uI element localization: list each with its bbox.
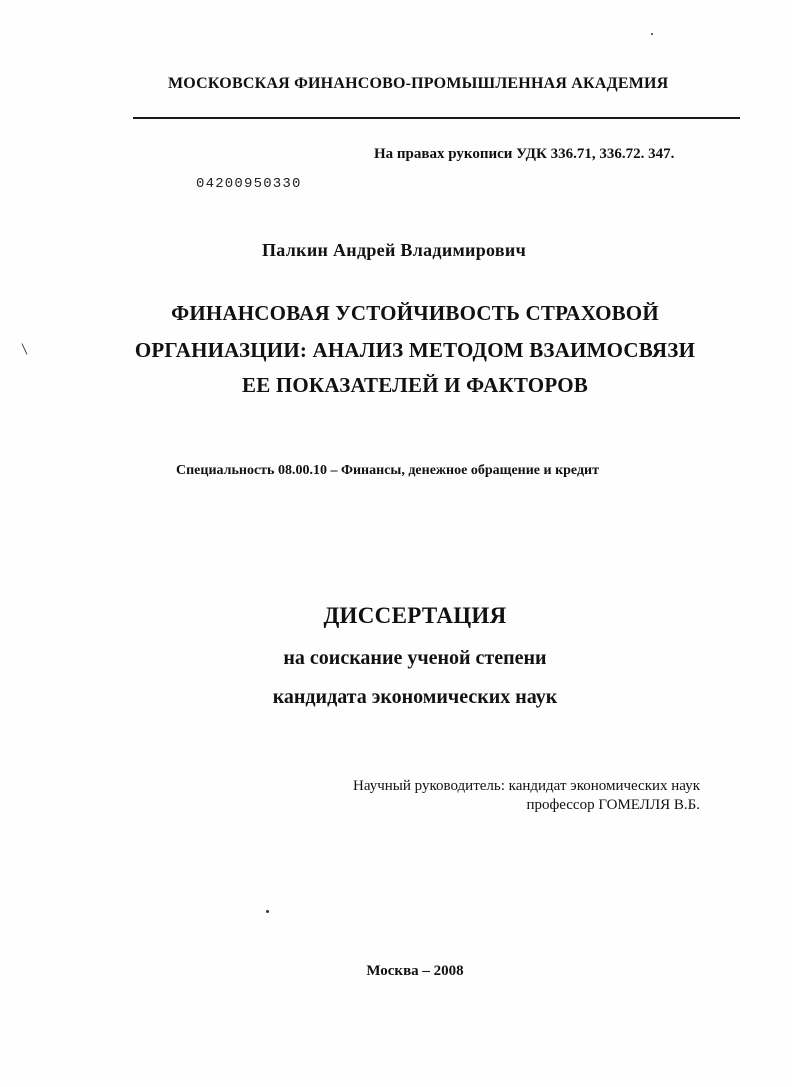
header-divider	[133, 117, 740, 119]
author-name: Палкин Андрей Владимирович	[262, 240, 527, 260]
scan-speck	[651, 33, 653, 35]
thesis-title-line: ФИНАНСОВАЯ УСТОЙЧИВОСТЬ СТРАХОВОЙ	[171, 301, 659, 325]
thesis-title-line: ЕЕ ПОКАЗАТЕЛЕЙ И ФАКТОРОВ	[242, 373, 588, 397]
scan-speck	[266, 910, 269, 913]
institution-name: МОСКОВСКАЯ ФИНАНСОВО-ПРОМЫШЛЕННАЯ АКАДЕМИЯ	[168, 75, 669, 92]
supervisor-block	[353, 777, 700, 815]
supervisor-line: Научный руководитель: кандидат экономических наук	[353, 778, 700, 794]
degree-line: на соискание ученой степени	[283, 647, 547, 669]
supervisor-line: профессор ГОМЕЛЛЯ В.Б.	[526, 797, 700, 813]
degree-line: кандидата экономических наук	[272, 686, 558, 708]
dissertation-heading: ДИССЕРТАЦИЯ	[323, 603, 507, 628]
thesis-title-line: ОРГАНИАЗЦИИ: АНАЛИЗ МЕТОДОМ ВЗАИМОСВЯЗИ	[134, 338, 696, 362]
specialty-line: Специальность 08.00.10 – Финансы, денежное обращение и кредит	[176, 463, 599, 478]
city-year: Москва – 2008	[366, 963, 464, 979]
inventory-number: 04200950330	[196, 176, 302, 192]
manuscript-rights-udc: На правах рукописи УДК 336.71, 336.72. 347.	[374, 146, 675, 162]
